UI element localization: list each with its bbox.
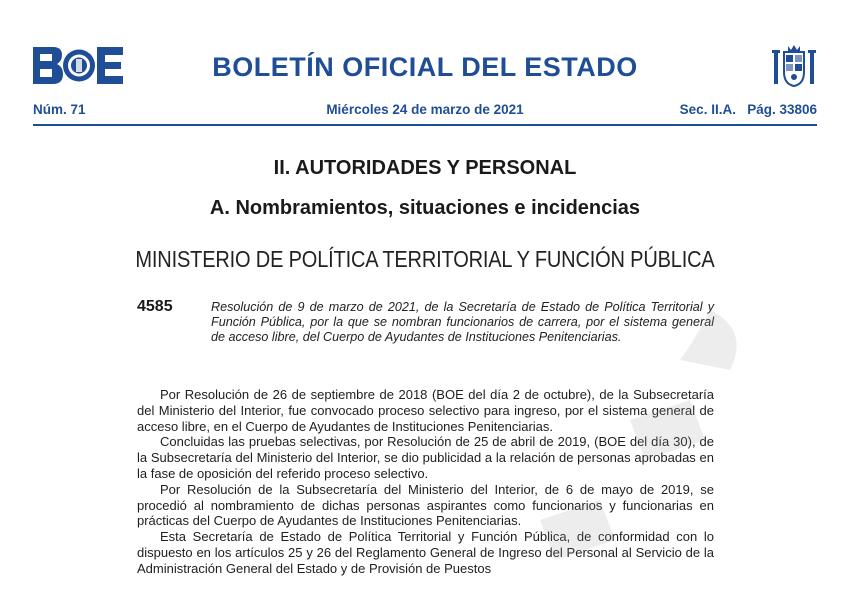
paragraph: Por Resolución de 26 de septiembre de 2018 (BOE del día 2 de octubre), de la Subsecretaría del Ministerio del Interior, fue convocado proceso selectivo para ingreso, por el sistema general de acceso libre, en el Cuerpo de Ayudantes de Instituciones Penitenciarias. <box>137 387 714 434</box>
document-body <box>137 387 714 577</box>
coat-of-arms-icon <box>770 42 818 90</box>
entry-number: 4585 <box>137 298 173 315</box>
header-divider <box>33 124 817 126</box>
publication-title: BOLETÍN OFICIAL DEL ESTADO <box>212 52 638 82</box>
paragraph: Por Resolución de la Subsecretaría del Ministerio del Interior, de 6 de mayo de 2019, se procedió al nombramiento de dichas personas aspirantes como funcionarios y funcionarias en prácticas del Cuerpo de Ayudantes de Instituciones Penitenciarias. <box>137 481 714 529</box>
issue-meta-row <box>33 102 817 122</box>
entry-description: Resolución de 9 de marzo de 2021, de la Secretaría de Estado de Política Territorial y Función Pública, por la que se nombran funcionarios de carrera, por el sistema general de acceso libre, del Cuerpo de Ayudantes de Instituciones Penitenciarias. <box>211 300 714 344</box>
section-heading: II. AUTORIDADES Y PERSONAL <box>273 157 577 179</box>
section-page: Sec. II.A. Pág. 33806 <box>679 102 817 117</box>
paragraph: Concluidas las pruebas selectivas, por Resolución de 25 de abril de 2019, (BOE del día 30), de la Subsecretaría del Ministerio del Interior, se dio publicidad a la relación de personas aprobadas en la fase de oposición del referido proceso selectivo. <box>137 434 714 481</box>
issue-date: Miércoles 24 de marzo de 2021 <box>326 102 524 117</box>
issue-number: Núm. 71 <box>33 102 86 117</box>
subsection-heading: A. Nombramientos, situaciones e incidencias <box>209 197 641 219</box>
paragraph: Esta Secretaría de Estado de Política Territorial y Función Pública, de conformidad con lo dispuesto en los artículos 25 y 26 del Reglamento General de Ingreso del Personal al Servicio de la Administración General del Estado y de Provisión de Puestos <box>137 529 714 576</box>
ministry-heading: MINISTERIO DE POLÍTICA TERRITORIAL Y FUNCIÓN PÚBLICA <box>135 246 715 272</box>
